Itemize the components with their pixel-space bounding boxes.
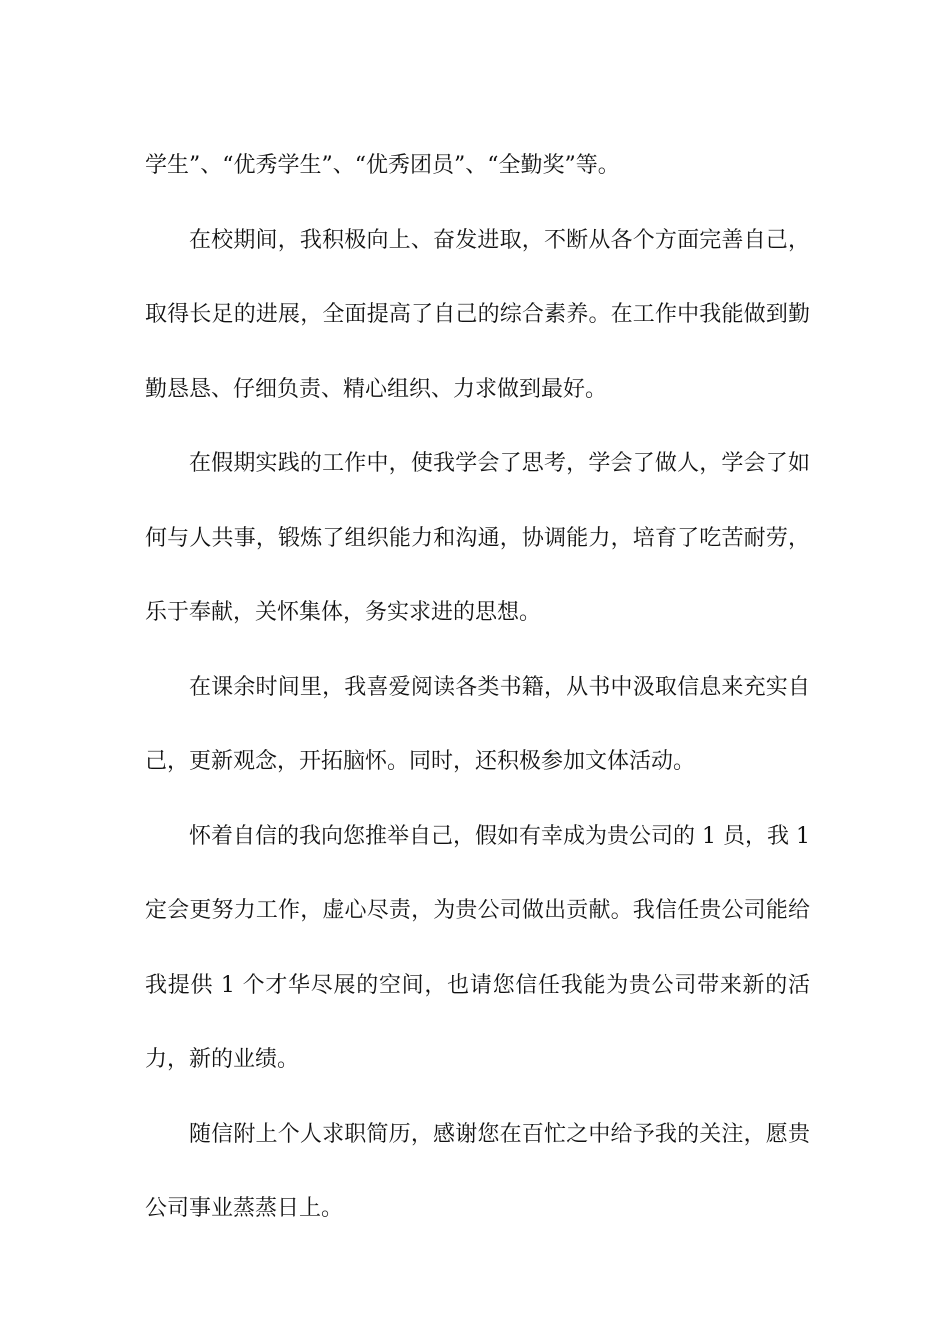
paragraph-spare-time: 在课余时间里，我喜爱阅读各类书籍，从书中汲取信息来充实自己，更新观念，开拓脑怀。同时，还积极参加文体活动。 <box>145 674 810 774</box>
paragraph-closing: 随信附上个人求职简历，感谢您在百忙之中给予我的关注，愿贵公司事业蒸蒸日上。 <box>145 1121 810 1221</box>
paragraph-honors-continuation: 学生”、“优秀学生”、“优秀团员”、“全勤奖”等。 <box>145 153 620 178</box>
paragraph-holiday-practice: 在假期实践的工作中，使我学会了思考，学会了做人，学会了如何与人共事，锻炼了组织能力和沟通，协调能力，培育了吃苦耐劳，乐于奉献，关怀集体，务实求进的思想。 <box>145 451 810 625</box>
paragraph-self-recommendation: 怀着自信的我向您推举自己，假如有幸成为贵公司的 1 员，我 1 定会更努力工作，虚心尽责，为贵公司做出贡献。我信任贵公司能给我提供 1 个才华尽展的空间，也请您信任我能为贵公司带来新的活力，新的业绩。 <box>145 823 810 1072</box>
paragraph-school-period: 在校期间，我积极向上、奋发进取，不断从各个方面完善自己，取得长足的进展，全面提高了自己的综合素养。在工作中我能做到勤勤恳恳、仔细负责、精心组织、力求做到最好。 <box>145 227 810 402</box>
document-body <box>145 129 810 1247</box>
